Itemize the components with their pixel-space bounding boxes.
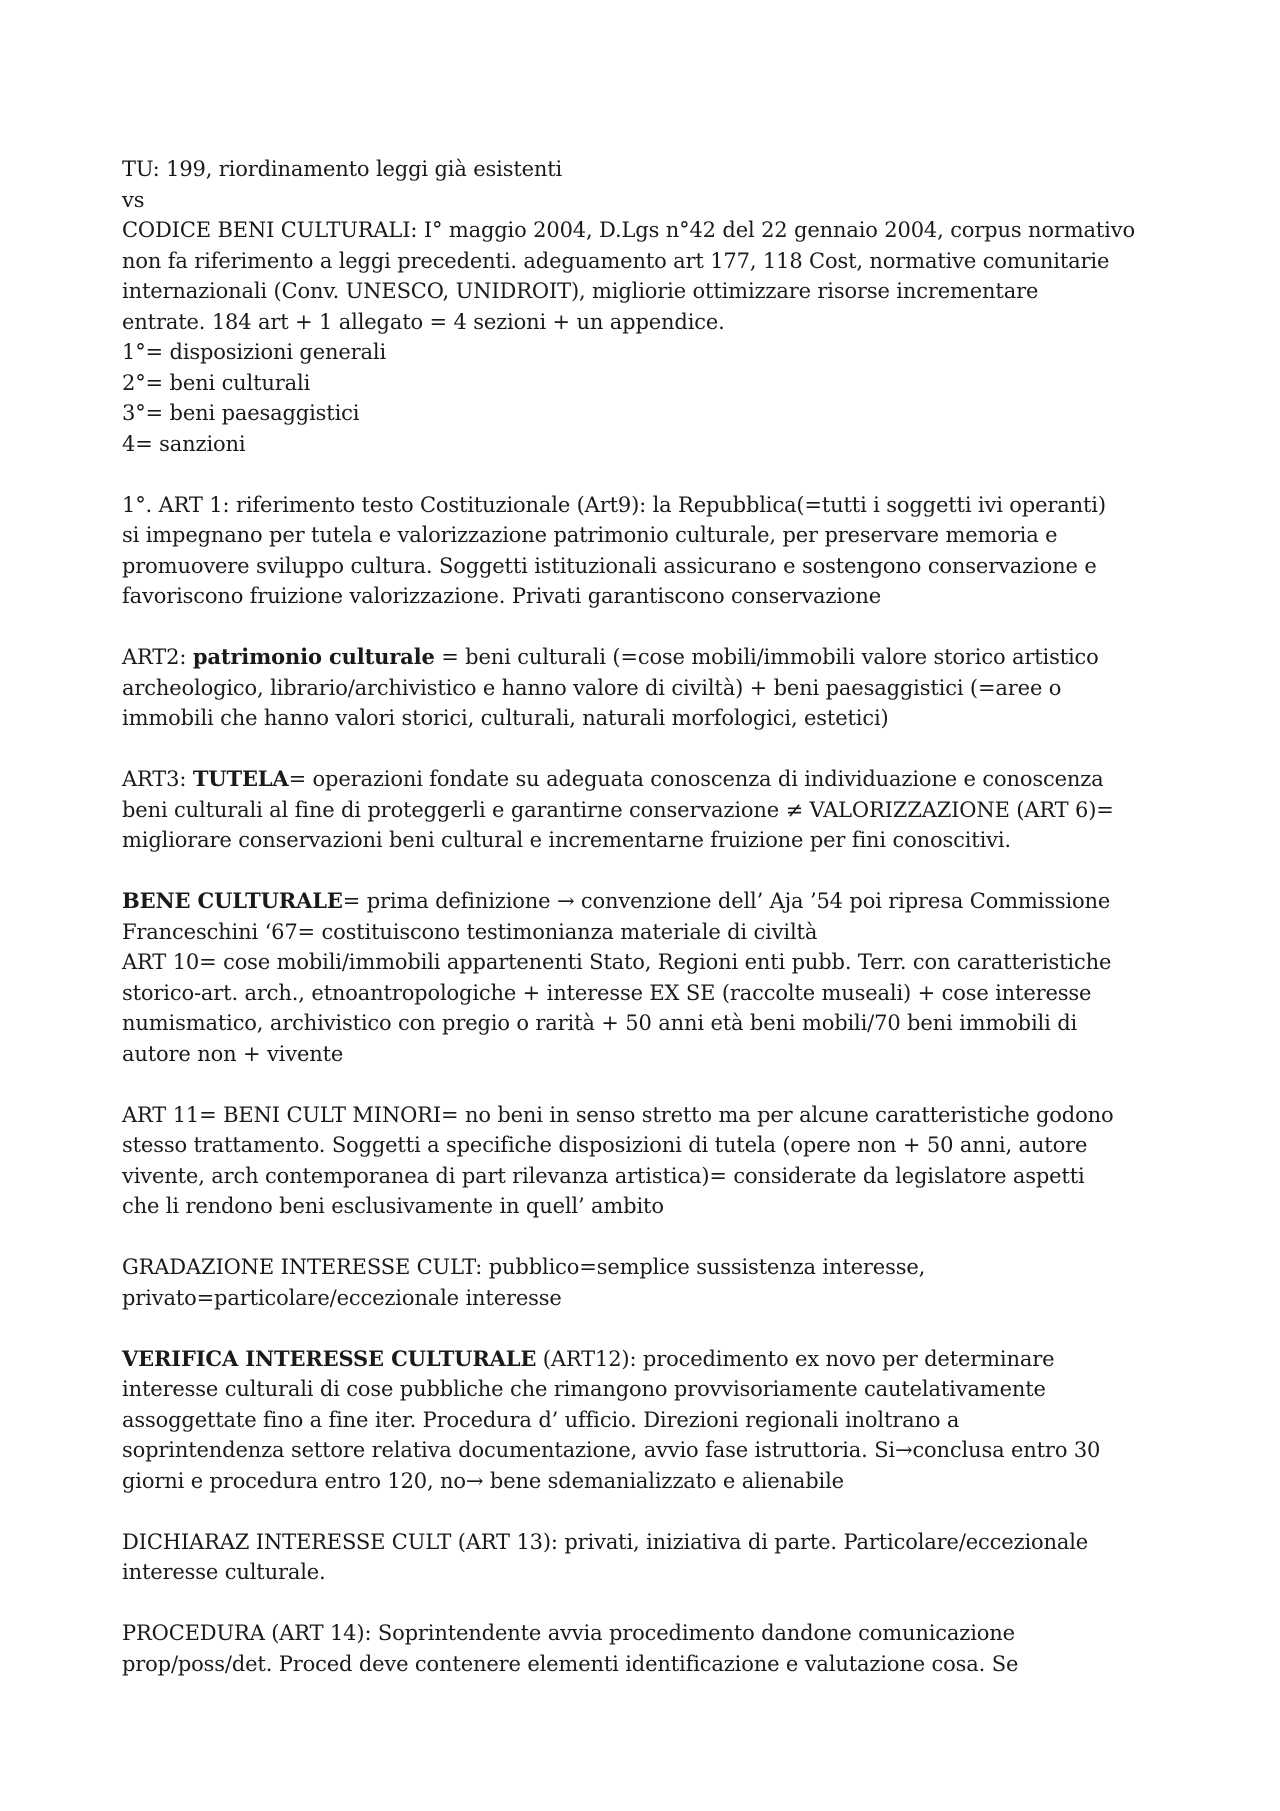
- text-line: TU: 199, riordinamento leggi già esistenti: [122, 157, 563, 181]
- text-line: favoriscono fruizione valorizzazione. Privati garantiscono conservazione: [122, 584, 882, 608]
- text-line: PROCEDURA (ART 14): Soprintendente avvia procedimento dandone comunicazione: [122, 1621, 1015, 1645]
- text-line: si impegnano per tutela e valorizzazione patrimonio culturale, per preservare memoria e: [122, 523, 1058, 547]
- text-line: vivente, arch contemporanea di part rilevanza artistica)= considerate da legislatore aspetti: [122, 1163, 1085, 1188]
- text-line: 1°. ART 1: riferimento testo Costituzionale (Art9): la Repubblica(=tutti i soggetti ivi operanti): [122, 492, 1106, 517]
- intro-paragraph: [122, 154, 1182, 337]
- bene-text: = prima definizione → convenzione dell’ Aja ’54 poi ripresa Commissione: [342, 889, 1111, 913]
- bene-term: BENE CULTURALE: [122, 888, 343, 913]
- text-line: promuovere sviluppo cultura. Soggetti istituzionali assicurano e sostengono conservazione e: [122, 553, 1097, 578]
- list-item: 1°= disposizioni generali: [122, 340, 387, 364]
- text-line: entrate. 184 art + 1 allegato = 4 sezioni + un appendice.: [122, 309, 725, 334]
- text-line: ART 11= BENI CULT MINORI= no beni in senso stretto ma per alcune caratteristiche godono: [122, 1102, 1114, 1127]
- paragraph-gap: [122, 612, 1182, 643]
- text-line: internazionali (Conv. UNESCO, UNIDROIT), migliorie ottimizzare risorse incrementare: [122, 279, 1039, 303]
- text-line: soprintendenza settore relativa documentazione, avvio fase istruttoria. Si→conclusa entro 30: [122, 1438, 1101, 1462]
- list-item: 2°= beni culturali: [122, 370, 311, 395]
- paragraph-gap: [122, 1069, 1182, 1100]
- art2-term: patrimonio culturale: [192, 644, 435, 669]
- document-page: [122, 154, 1182, 1679]
- text-line: immobili che hanno valori storici, culturali, naturali morfologici, estetici): [122, 706, 889, 730]
- art2-prefix: ART2:: [122, 645, 193, 669]
- art3-text: = operazioni fondate su adeguata conoscenza di individuazione e conoscenza: [288, 767, 1104, 791]
- procedura-paragraph: [122, 1618, 1182, 1679]
- text-line: prop/poss/det. Proced deve contenere elementi identificazione e valutazione cosa. Se: [122, 1651, 1019, 1676]
- text-line: [122, 764, 1182, 795]
- bene-culturale-paragraph: [122, 886, 1182, 1069]
- verifica-text: (ART12): procedimento ex novo per determinare: [536, 1346, 1055, 1371]
- art3-term: TUTELA: [192, 766, 289, 791]
- text-line: [122, 1344, 1182, 1375]
- verifica-term: VERIFICA INTERESSE CULTURALE: [122, 1345, 537, 1371]
- text-line: non fa riferimento a leggi precedenti. adeguamento art 177, 118 Cost, normative comunitarie: [122, 248, 1110, 273]
- paragraph-gap: [122, 1313, 1182, 1344]
- art3-paragraph: [122, 764, 1182, 856]
- dichiaraz-paragraph: [122, 1527, 1182, 1588]
- paragraph-gap: [122, 734, 1182, 765]
- text-line: stesso trattamento. Soggetti a specifiche disposizioni di tutela (opere non + 50 anni, autore: [122, 1133, 1088, 1157]
- text-line: GRADAZIONE INTERESSE CULT: pubblico=semplice sussistenza interesse,: [122, 1255, 926, 1279]
- paragraph-gap: [122, 856, 1182, 887]
- list-item: 4= sanzioni: [122, 431, 246, 456]
- text-line: archeologico, librario/archivistico e hanno valore di civiltà) + beni paesaggistici (=aree o: [122, 675, 1062, 700]
- gradazione-paragraph: [122, 1252, 1182, 1313]
- text-line: ART 10= cose mobili/immobili appartenenti Stato, Regioni enti pubb. Terr. con caratteristiche: [122, 950, 1112, 974]
- paragraph-gap: [122, 1222, 1182, 1253]
- art3-prefix: ART3:: [122, 767, 193, 791]
- text-line: migliorare conservazioni beni cultural e incrementarne fruizione per fini conoscitivi.: [122, 828, 1011, 852]
- text-line: vs: [122, 187, 145, 212]
- text-line: [122, 642, 1182, 673]
- paragraph-gap: [122, 1588, 1182, 1619]
- sections-list: [122, 337, 1182, 459]
- art2-paragraph: [122, 642, 1182, 734]
- art2-text: = beni culturali (=cose mobili/immobili valore storico artistico: [434, 645, 1099, 669]
- text-line: che li rendono beni esclusivamente in quell’ ambito: [122, 1194, 664, 1218]
- text-line: interesse culturali di cose pubbliche che rimangono provvisoriamente cautelativamente: [122, 1377, 1046, 1401]
- text-line: [122, 886, 1182, 917]
- text-line: assoggettate fino a fine iter. Procedura d’ ufficio. Direzioni regionali inoltrano a: [122, 1407, 960, 1432]
- text-line: CODICE BENI CULTURALI: I° maggio 2004, D.Lgs n°42 del 22 gennaio 2004, corpus normativo: [122, 218, 1135, 242]
- text-line: storico-art. arch., etnoantropologiche + interesse EX SE (raccolte museali) + cose interesse: [122, 980, 1092, 1005]
- text-line: interesse culturale.: [122, 1560, 326, 1584]
- text-line: autore non + vivente: [122, 1041, 344, 1066]
- art11-paragraph: [122, 1100, 1182, 1222]
- art1-paragraph: [122, 490, 1182, 612]
- text-line: giorni e procedura entro 120, no→ bene sdemanializzato e alienabile: [122, 1468, 844, 1493]
- paragraph-gap: [122, 1496, 1182, 1527]
- text-line: privato=particolare/eccezionale interesse: [122, 1285, 562, 1310]
- text-line: beni culturali al fine di proteggerli e garantirne conservazione ≠ VALORIZZAZIONE (ART 6)=: [122, 797, 1114, 822]
- text-line: DICHIARAZ INTERESSE CULT (ART 13): privati, iniziativa di parte. Particolare/eccezionale: [122, 1529, 1089, 1554]
- list-item: 3°= beni paesaggistici: [122, 401, 360, 425]
- text-line: numismatico, archivistico con pregio o rarità + 50 anni età beni mobili/70 beni immobili di: [122, 1011, 1078, 1035]
- paragraph-gap: [122, 459, 1182, 490]
- text-line: Franceschini ‘67= costituiscono testimonianza materiale di civiltà: [122, 919, 818, 944]
- verifica-paragraph: [122, 1344, 1182, 1497]
